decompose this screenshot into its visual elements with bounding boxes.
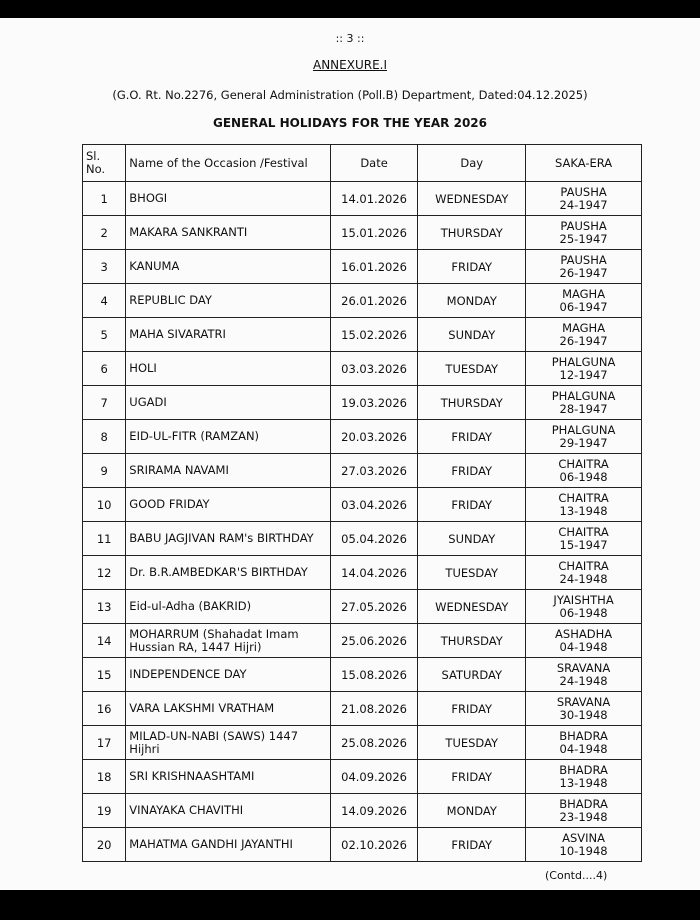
sl-no-cell: 11: [83, 522, 126, 556]
occasion-name-cell: INDEPENDENCE DAY: [126, 658, 330, 692]
sl-no-cell: 14: [83, 624, 126, 658]
saka-month: BHADRA: [559, 728, 608, 743]
saka-month: ASVINA: [562, 830, 606, 845]
saka-month: MAGHA: [562, 286, 606, 301]
occasion-name-cell: Eid-ul-Adha (BAKRID): [126, 590, 330, 624]
sl-no-cell: 2: [83, 216, 126, 250]
table-row: [83, 556, 642, 590]
sl-no-cell: 9: [83, 454, 126, 488]
column-header-saka-era: SAKA-ERA: [526, 145, 642, 182]
occasion-name-cell: KANUMA: [126, 250, 330, 284]
sl-no-cell: 6: [83, 352, 126, 386]
saka-month: BHADRA: [559, 796, 608, 811]
table-row: [83, 692, 642, 726]
table-row: [83, 420, 642, 454]
table-row: [83, 726, 642, 760]
saka-year: 30-1948: [559, 707, 608, 722]
table-row: [83, 182, 642, 216]
saka-year: 24-1947: [559, 197, 608, 212]
saka-year: 25-1947: [559, 231, 608, 246]
occasion-name-cell: MILAD-UN-NABI (SAWS) 1447 Hijhri: [126, 726, 330, 760]
table-row: [83, 590, 642, 624]
occasion-name-cell: UGADI: [126, 386, 330, 420]
saka-era-cell: [526, 522, 642, 556]
saka-month: ASHADHA: [555, 626, 613, 641]
saka-month: PHALGUNA: [551, 422, 616, 437]
occasion-name-cell: MOHARRUM (Shahadat Imam Hussian RA, 1447 Hijri): [126, 624, 330, 658]
page-number: :: 3 ::: [335, 32, 365, 45]
saka-era-cell: [526, 352, 642, 386]
day-cell: FRIDAY: [418, 828, 526, 862]
date-cell: 03.04.2026: [330, 488, 418, 522]
day-cell: TUESDAY: [418, 726, 526, 760]
day-cell: SUNDAY: [418, 522, 526, 556]
column-header-day: Day: [418, 145, 526, 182]
occasion-name-cell: GOOD FRIDAY: [126, 488, 330, 522]
day-cell: SATURDAY: [418, 658, 526, 692]
saka-year: 23-1948: [559, 809, 608, 824]
occasion-name-cell: HOLI: [126, 352, 330, 386]
sl-no-cell: 8: [83, 420, 126, 454]
day-cell: FRIDAY: [418, 250, 526, 284]
sl-no-cell: 15: [83, 658, 126, 692]
saka-month: JYAISHTHA: [553, 592, 614, 607]
occasion-name-cell: VINAYAKA CHAVITHI: [126, 794, 330, 828]
occasion-name-cell: BABU JAGJIVAN RAM's BIRTHDAY: [126, 522, 330, 556]
table-row: [83, 828, 642, 862]
day-cell: MONDAY: [418, 794, 526, 828]
holidays-table: [82, 144, 642, 862]
saka-month: PHALGUNA: [551, 388, 616, 403]
table-row: [83, 794, 642, 828]
saka-year: 06-1947: [559, 299, 608, 314]
date-cell: 25.08.2026: [330, 726, 418, 760]
saka-era-cell: [526, 386, 642, 420]
occasion-name-cell: MAHATMA GANDHI JAYANTHI: [126, 828, 330, 862]
saka-era-cell: [526, 658, 642, 692]
occasion-name-cell: Dr. B.R.AMBEDKAR'S BIRTHDAY: [126, 556, 330, 590]
occasion-name-cell: BHOGI: [126, 182, 330, 216]
sl-no-cell: 4: [83, 284, 126, 318]
sl-no-cell: 7: [83, 386, 126, 420]
saka-era-cell: [526, 556, 642, 590]
sl-no-cell: 19: [83, 794, 126, 828]
saka-month: CHAITRA: [558, 456, 609, 471]
saka-month: CHAITRA: [558, 558, 609, 573]
saka-year: 26-1947: [559, 333, 608, 348]
table-row: [83, 522, 642, 556]
saka-era-cell: [526, 624, 642, 658]
column-header-sl-no: Sl. No.: [83, 145, 126, 182]
saka-year: 04-1948: [559, 741, 608, 756]
occasion-name-cell: EID-UL-FITR (RAMZAN): [126, 420, 330, 454]
saka-era-cell: [526, 590, 642, 624]
occasion-name-cell: MAHA SIVARATRI: [126, 318, 330, 352]
table-row: [83, 352, 642, 386]
date-cell: 21.08.2026: [330, 692, 418, 726]
date-cell: 27.05.2026: [330, 590, 418, 624]
day-cell: FRIDAY: [418, 420, 526, 454]
table-row: [83, 624, 642, 658]
saka-month: PAUSHA: [560, 218, 607, 233]
date-cell: 04.09.2026: [330, 760, 418, 794]
saka-era-cell: [526, 216, 642, 250]
day-cell: FRIDAY: [418, 760, 526, 794]
table-row: [83, 216, 642, 250]
saka-year: 12-1947: [559, 367, 608, 382]
date-cell: 15.08.2026: [330, 658, 418, 692]
table-row: [83, 250, 642, 284]
saka-year: 28-1947: [559, 401, 608, 416]
saka-era-cell: [526, 726, 642, 760]
sl-no-cell: 10: [83, 488, 126, 522]
day-cell: WEDNESDAY: [418, 590, 526, 624]
sl-no-cell: 5: [83, 318, 126, 352]
occasion-name-cell: SRIRAMA NAVAMI: [126, 454, 330, 488]
date-cell: 05.04.2026: [330, 522, 418, 556]
document-page: [0, 18, 700, 890]
saka-era-cell: [526, 182, 642, 216]
saka-year: 29-1947: [559, 435, 608, 450]
sl-no-cell: 13: [83, 590, 126, 624]
day-cell: FRIDAY: [418, 488, 526, 522]
sl-no-cell: 20: [83, 828, 126, 862]
saka-era-cell: [526, 284, 642, 318]
saka-era-cell: [526, 318, 642, 352]
date-cell: 14.01.2026: [330, 182, 418, 216]
saka-era-cell: [526, 760, 642, 794]
occasion-name-cell: SRI KRISHNAASHTAMI: [126, 760, 330, 794]
saka-month: PHALGUNA: [551, 354, 616, 369]
table-header-row: [83, 145, 642, 182]
table-row: [83, 488, 642, 522]
column-header-name: Name of the Occasion /Festival: [126, 145, 330, 182]
saka-month: PAUSHA: [560, 184, 607, 199]
saka-year: 10-1948: [559, 843, 608, 858]
table-row: [83, 386, 642, 420]
date-cell: 14.09.2026: [330, 794, 418, 828]
saka-year: 06-1948: [559, 605, 608, 620]
date-cell: 27.03.2026: [330, 454, 418, 488]
saka-month: MAGHA: [562, 320, 606, 335]
table-body: [83, 182, 642, 862]
saka-year: 24-1948: [559, 571, 608, 586]
date-cell: 15.01.2026: [330, 216, 418, 250]
table-row: [83, 454, 642, 488]
day-cell: TUESDAY: [418, 556, 526, 590]
occasion-name-cell: REPUBLIC DAY: [126, 284, 330, 318]
saka-year: 26-1947: [559, 265, 608, 280]
date-cell: 20.03.2026: [330, 420, 418, 454]
saka-era-cell: [526, 488, 642, 522]
day-cell: WEDNESDAY: [418, 182, 526, 216]
sl-no-cell: 3: [83, 250, 126, 284]
continued-note: (Contd....4): [545, 869, 608, 882]
saka-year: 15-1947: [559, 537, 608, 552]
saka-month: BHADRA: [559, 762, 608, 777]
date-cell: 19.03.2026: [330, 386, 418, 420]
table-row: [83, 284, 642, 318]
day-cell: SUNDAY: [418, 318, 526, 352]
order-reference: (G.O. Rt. No.2276, General Administration (Poll.B) Department, Dated:04.12.2025): [112, 88, 588, 102]
table-row: [83, 318, 642, 352]
saka-era-cell: [526, 794, 642, 828]
date-cell: 16.01.2026: [330, 250, 418, 284]
date-cell: 03.03.2026: [330, 352, 418, 386]
sl-no-cell: 12: [83, 556, 126, 590]
day-cell: THURSDAY: [418, 216, 526, 250]
saka-year: 13-1948: [559, 503, 608, 518]
day-cell: TUESDAY: [418, 352, 526, 386]
saka-era-cell: [526, 692, 642, 726]
column-header-date: Date: [330, 145, 418, 182]
saka-year: 04-1948: [559, 639, 608, 654]
day-cell: FRIDAY: [418, 692, 526, 726]
table-row: [83, 658, 642, 692]
holidays-heading: GENERAL HOLIDAYS FOR THE YEAR 2026: [212, 116, 487, 130]
date-cell: 02.10.2026: [330, 828, 418, 862]
day-cell: THURSDAY: [418, 386, 526, 420]
sl-no-cell: 17: [83, 726, 126, 760]
day-cell: FRIDAY: [418, 454, 526, 488]
saka-year: 06-1948: [559, 469, 608, 484]
saka-month: CHAITRA: [558, 524, 609, 539]
saka-era-cell: [526, 250, 642, 284]
sl-no-cell: 18: [83, 760, 126, 794]
date-cell: 26.01.2026: [330, 284, 418, 318]
date-cell: 15.02.2026: [330, 318, 418, 352]
day-cell: MONDAY: [418, 284, 526, 318]
saka-month: CHAITRA: [558, 490, 609, 505]
date-cell: 14.04.2026: [330, 556, 418, 590]
occasion-name-cell: VARA LAKSHMI VRATHAM: [126, 692, 330, 726]
saka-era-cell: [526, 454, 642, 488]
saka-year: 24-1948: [559, 673, 608, 688]
saka-month: SRAVANA: [556, 660, 611, 675]
day-cell: THURSDAY: [418, 624, 526, 658]
date-cell: 25.06.2026: [330, 624, 418, 658]
saka-month: SRAVANA: [556, 694, 611, 709]
table-row: [83, 760, 642, 794]
saka-era-cell: [526, 828, 642, 862]
saka-era-cell: [526, 420, 642, 454]
saka-year: 13-1948: [559, 775, 608, 790]
occasion-name-cell: MAKARA SANKRANTI: [126, 216, 330, 250]
sl-no-cell: 16: [83, 692, 126, 726]
sl-no-cell: 1: [83, 182, 126, 216]
saka-month: PAUSHA: [560, 252, 607, 267]
annexure-title: ANNEXURE.I: [312, 58, 388, 72]
